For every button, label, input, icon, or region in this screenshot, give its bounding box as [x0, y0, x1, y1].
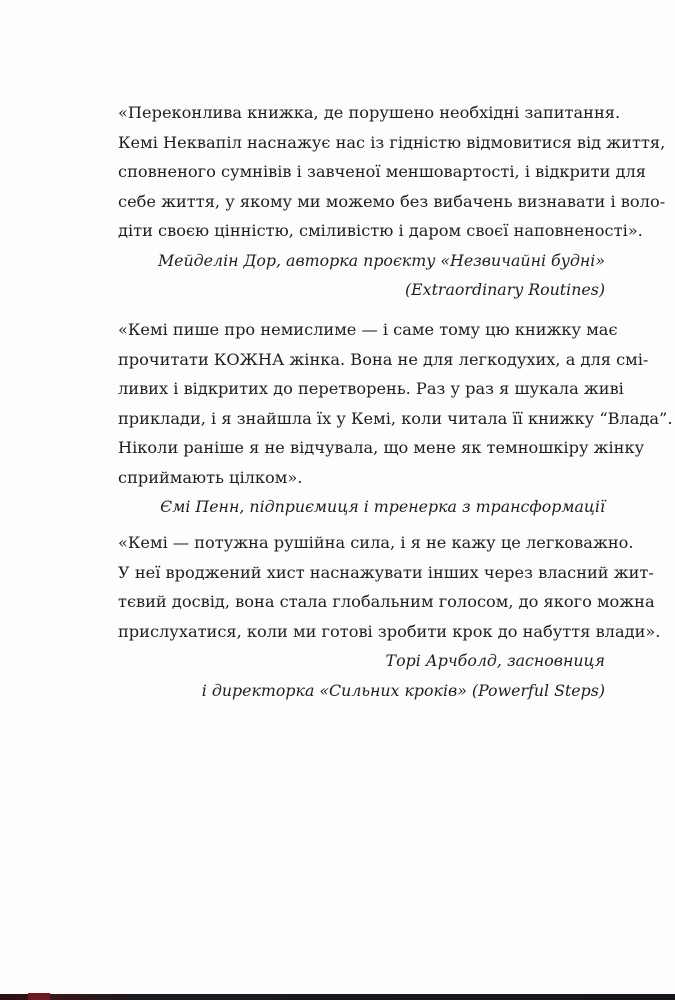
quote-attribution: Мейделін Дор, авторка проєкту «Незвичайні будні»: [157, 250, 605, 270]
quote-line: ливих і відкритих до перетворень. Раз у раз я шукала живі: [118, 379, 624, 398]
endorsement-quote-1: [118, 98, 666, 305]
quote-attribution: і директорка «Сильних кроків» (Powerful Steps): [201, 680, 605, 700]
quote-line: Кемі Неквапіл наснажує нас із гідністю відмовитися від життя,: [118, 132, 666, 152]
quote-attribution: Ємі Пенн, підприємиця і тренерка з трансформації: [160, 497, 605, 516]
quote-line: У неї вроджений хист наснажувати інших через власний жит-: [118, 562, 654, 582]
quote-line: діти своєю цінністю, сміливістю і даром своєї наповненості».: [118, 221, 643, 240]
quote-line: прочитати КОЖНА жінка. Вона не для легкодухих, а для смі-: [118, 349, 649, 369]
page-bottom-edge: [0, 994, 675, 1000]
page-edge-mark: [28, 993, 50, 1000]
quote-line: приклади, і я знайшла їх у Кемі, коли читала її книжку “Влада”.: [118, 408, 673, 428]
endorsement-quote-3: [118, 528, 661, 705]
quote-line: «Переконлива книжка, де порушено необхідні запитання.: [118, 103, 621, 122]
quote-line: сприймають цілком».: [118, 467, 303, 487]
quote-line: «Кемі — потужна рушійна сила, і я не кажу це легковажно.: [118, 533, 634, 552]
quote-attribution: Торі Арчболд, засновниця: [385, 651, 605, 670]
quote-line: сповненого сумнівів і завченої меншовартості, і відкрити для: [118, 162, 647, 181]
quote-line: «Кемі пише про немислиме — і саме тому цю книжку має: [118, 320, 618, 339]
quote-attribution: (Extraordinary Routines): [404, 280, 605, 299]
endorsement-quote-2: [118, 315, 673, 522]
quote-line: себе життя, у якому ми можемо без вибачень визнавати і воло-: [118, 191, 666, 211]
quote-line: тєвий досвід, вона стала глобальним голосом, до якого можна: [118, 592, 655, 611]
quote-line: Ніколи раніше я не відчувала, що мене як темношкіру жінку: [118, 438, 645, 457]
quote-line: прислухатися, коли ми готові зробити крок до набуття влади».: [118, 621, 661, 641]
